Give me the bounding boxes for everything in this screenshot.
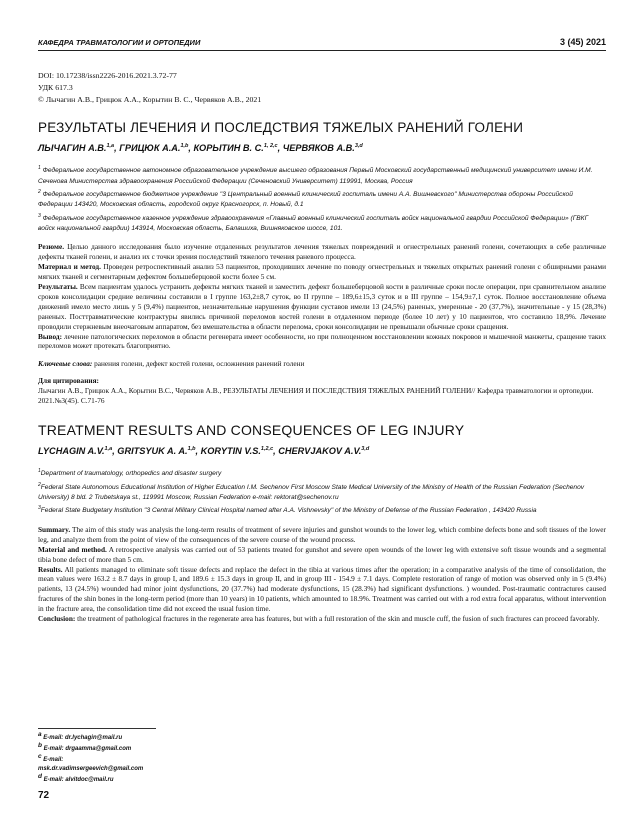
- page-number: 72: [38, 790, 50, 801]
- en-abstract-paragraph: Material and method. A retrospective analysis was carried out of 53 patients treated for gunshot and severe open wounds of the lower leg with extensive soft tissue wounds and a segmental tibia bone defect of more than 5 cm.: [38, 544, 606, 564]
- doi: DOI: 10.17238/issn2226-2016.2021.3.72-77: [38, 71, 177, 80]
- citation-block: [38, 376, 606, 406]
- running-header-section: КАФЕДРА ТРАВМАТОЛОГИИ И ОРТОПЕДИИ: [38, 37, 201, 47]
- footnote-email: $^d$ E-mail: alvitdoc@mail.ru: [38, 772, 114, 783]
- footnote-email: $^a$ E-mail: dr.lychagin@mail.ru: [38, 731, 123, 741]
- citation-text: Лычагин А.В., Грицюк А.А., Корытин В.С., Червяков А.В., РЕЗУЛЬТАТЫ ЛЕЧЕНИЯ И ПОСЛЕДСТВИЯ ТЯЖЕЛЫХ РАНЕНИЙ ГОЛЕНИ// Кафедра травматологии и ортопедии. 2021.№3(45). С.71-76: [38, 386, 594, 406]
- ru-affiliation: $^1$ Федеральное государственное автономное образовательное учреждение высшего образования Первый Московский государственный медицинский университет имени И.М. Сеченова Министерства здравоохранения Российской Федерации (Сеченовский Университет) 119991, Москва, Россия: [38, 165, 593, 185]
- ru-author: ЛЫЧАГИН А.В.: [38, 143, 107, 154]
- keywords-text: ранения голени, дефект костей голени, осложнения ранений голени: [94, 359, 305, 369]
- ru-author-sup: 1,a: [106, 143, 115, 149]
- en-author: KORYTIN V.S.: [200, 446, 261, 457]
- en-author-sup: 1,b: [187, 446, 196, 453]
- udk: УДК 617.3: [38, 83, 73, 92]
- keywords-label: Ключевые слова:: [38, 359, 93, 369]
- en-affiliation: $^1$Department of traumatology, orthopedics and disaster surgery: [38, 468, 222, 478]
- ru-author: ЧЕРВЯКОВ А.В.: [282, 143, 355, 154]
- ru-abstract-paragraph: Резюме. Целью данного исследования было изучение отдаленных результатов лечения тяжелых повреждений и огнестрельных ранений голени, сочетающих в себе различные дефекты тканей голени, и анализ их с точки зрения последствий тяжелого течения раневого процесса.: [38, 242, 607, 262]
- en-author-sup: 3,d: [361, 446, 370, 453]
- en-author-sup: 1,2,c: [260, 446, 274, 453]
- en-abstract-paragraph: Conclusion: the treatment of pathological fractures in the regenerate area has features, but with a full restoration of the skin and muscle cuff, the fusion of such fractures can proceed favorably.: [38, 614, 600, 624]
- en-abstract-paragraph: Summary. The aim of this study was analysis the long-term results of treatment of severe injuries and gunshot wounds to the lower leg, which combine defects bone and soft tissues of the lower leg, and analyze them from the point of view of the consequences of the severe course of the wound process.: [38, 524, 606, 544]
- ru-author: ГРИЦЮК А.А.: [119, 143, 181, 154]
- en-authors: LYCHAGIN A.V.$^{1,a}$, GRITSYUK A. A.$^{1,b}$, KORYTIN V.S.$^{1,2,c}$, CHERVJAKOV A.V.$^{3,d}$: [38, 446, 370, 457]
- footnote-email: $^c$ E-mail: msk.dr.vadimsergeevich@gmail.com: [38, 753, 144, 772]
- copyright: © Лычагин А.В., Грицюк А.А., Корытин В. С., Червяков А.В., 2021: [38, 95, 262, 104]
- citation-label: Для цитирования:: [38, 376, 99, 386]
- article-body: [38, 70, 606, 624]
- en-abstract: [38, 525, 606, 624]
- en-author-sup: 1,a: [104, 446, 113, 453]
- ru-author-sup: 3,d: [354, 143, 363, 149]
- en-affiliation: $^2$Federal State Autonomous Educational Institution of Higher Education I.M. Sechenov First Moscow State Medical University of the Ministry of Health of the Russian Federation (Sechenov University) 8 bld. 2 Trubetskaya st., 119991 Moscow, Russian Federation e-mail: rektorat@sechenov.ru: [38, 481, 585, 502]
- ru-affiliations: [38, 163, 606, 234]
- header-rule: [38, 50, 606, 51]
- en-affiliations: [38, 466, 606, 517]
- ru-abstract-paragraph: Материал и метод. Проведен ретроспективный анализ 53 пациентов, проходивших лечение по поводу огнестрельных и тяжелых открытых ранений голени с обширными ранами мягких тканей и сегментарным дефектом большеберцовой кости более 5 см.: [38, 262, 606, 282]
- en-affiliation: $^3$Federal State Budgetary Institution "3 Central Military Clinical Hospital named after A.A. Vishnevsky" of the Ministry of Defense of the Russian Federation , 143420 Russia: [38, 505, 537, 515]
- footnotes: [38, 728, 168, 784]
- en-author: GRITSYUK A. A.: [117, 446, 188, 457]
- running-header-issue: 3 (45) 2021: [559, 37, 606, 47]
- ru-author-sup: 1,b: [180, 143, 189, 149]
- article-meta: [38, 70, 606, 106]
- en-author: LYCHAGIN A.V.: [38, 446, 105, 457]
- footnote-rule: [38, 728, 156, 729]
- ru-affiliation: $^3$ Федеральное государственное казенное учреждение здравоохранения «Главный военный клинический госпиталь войск национальной гвардии Российской Федерации» (ГВКГ войск национальной гвардии) 143914, Московская область, Балашиха, Вишняковское шоссе, 101.: [38, 212, 589, 233]
- ru-author-sup: 1, 2,c: [263, 143, 278, 149]
- en-author: CHERVJAKOV A.V.: [278, 446, 362, 457]
- ru-author: КОРЫТИН В. С.: [193, 143, 264, 154]
- running-header: [38, 35, 606, 49]
- en-abstract-paragraph: Results. All patients managed to eliminate soft tissue defects and replace the defect in the tibia at various times after the operation; in a comparative analysis of the time of consolidation, the mean values were 163.2 ± 8.7 days in group I, and 189.6 ± 15.3 days in group II, and in group III - 154.9 ± 7.1 days. Complete restoration of range of motion was observed only in 5 (9.4%) patients, 13 (24.5%) wounded had minor joint dysfunctions, 20 (37.7%) had moderate dysfunctions, 15 (28.3%) had significant dysfunctions. ) wounded. Post-traumatic contractures caused fractures of the shin bones in the long-term period (more than 10 years) in 10 patients, which amounted to 18.9%. Treatment was carried out with a rod extra focal apparatus, without intervention in the fracture area, the consolidation time did not exceed the usual fusion time.: [38, 564, 606, 614]
- ru-affiliation: $^2$ Федеральное государственное бюджетное учреждение "3 Центральный военный клинический госпиталь имени А.А. Вишневского" Министерства обороны Российской Федерации 143420, Московская область, городской округ Красногорск, п. Новый, д.1: [38, 188, 573, 209]
- ru-authors: ЛЫЧАГИН А.В.$^{1,a}$, ГРИЦЮК А.А.$^{1,b}$, КОРЫТИН В. С.$^{1, 2,c}$, ЧЕРВЯКОВ А.В.$^{3,d}$: [38, 143, 363, 154]
- ru-title: РЕЗУЛЬТАТЫ ЛЕЧЕНИЯ И ПОСЛЕДСТВИЯ ТЯЖЕЛЫХ РАНЕНИЙ ГОЛЕНИ: [38, 120, 524, 135]
- footnote-email: $^b$ E-mail: drgaamma@gmail.com: [38, 742, 132, 753]
- en-title: TREATMENT RESULTS AND CONSEQUENCES OF LEG INJURY: [38, 422, 465, 439]
- ru-abstract: [38, 242, 606, 351]
- ru-abstract-paragraph: Вывод: лечение патологических переломов в области регенерата имеет особенности, но при полноценном восстановлении кожных покровов и мышечной манжеты, сращение таких переломов может протекать благоприятно.: [38, 331, 606, 351]
- ru-abstract-paragraph: Результаты. Всем пациентам удалось устранить дефекты мягких тканей и заместить дефект большеберцовой кости в различные сроки после операции, при сравнительном анализе сроков консолидации средние величины составили в I группе 163,2±8,7 суток, во II группе – 189,6±15,3 суток и в III группе – 154,9±7,1 суток. Полное восстановление объема движений имело место лишь у 5 (9,4%) пациентов, незначительные нарушения функции суставов имели 13 (24,5%) раненых, умеренные - 20 (37,7%), значительные - у 15 (28,3%) раненых. Посттравматические контрактуры явились причиной переломов костей голени в отдаленном периоде (более 10 лет) у 10 пациентов, что составило 18,9%. Лечение проводили стержневым внеочаговым аппаратом, без вмешательства в области перелома, сроки консолидации не превышали обычные сроки сращения.: [38, 282, 607, 331]
- ru-keywords: [38, 359, 606, 368]
